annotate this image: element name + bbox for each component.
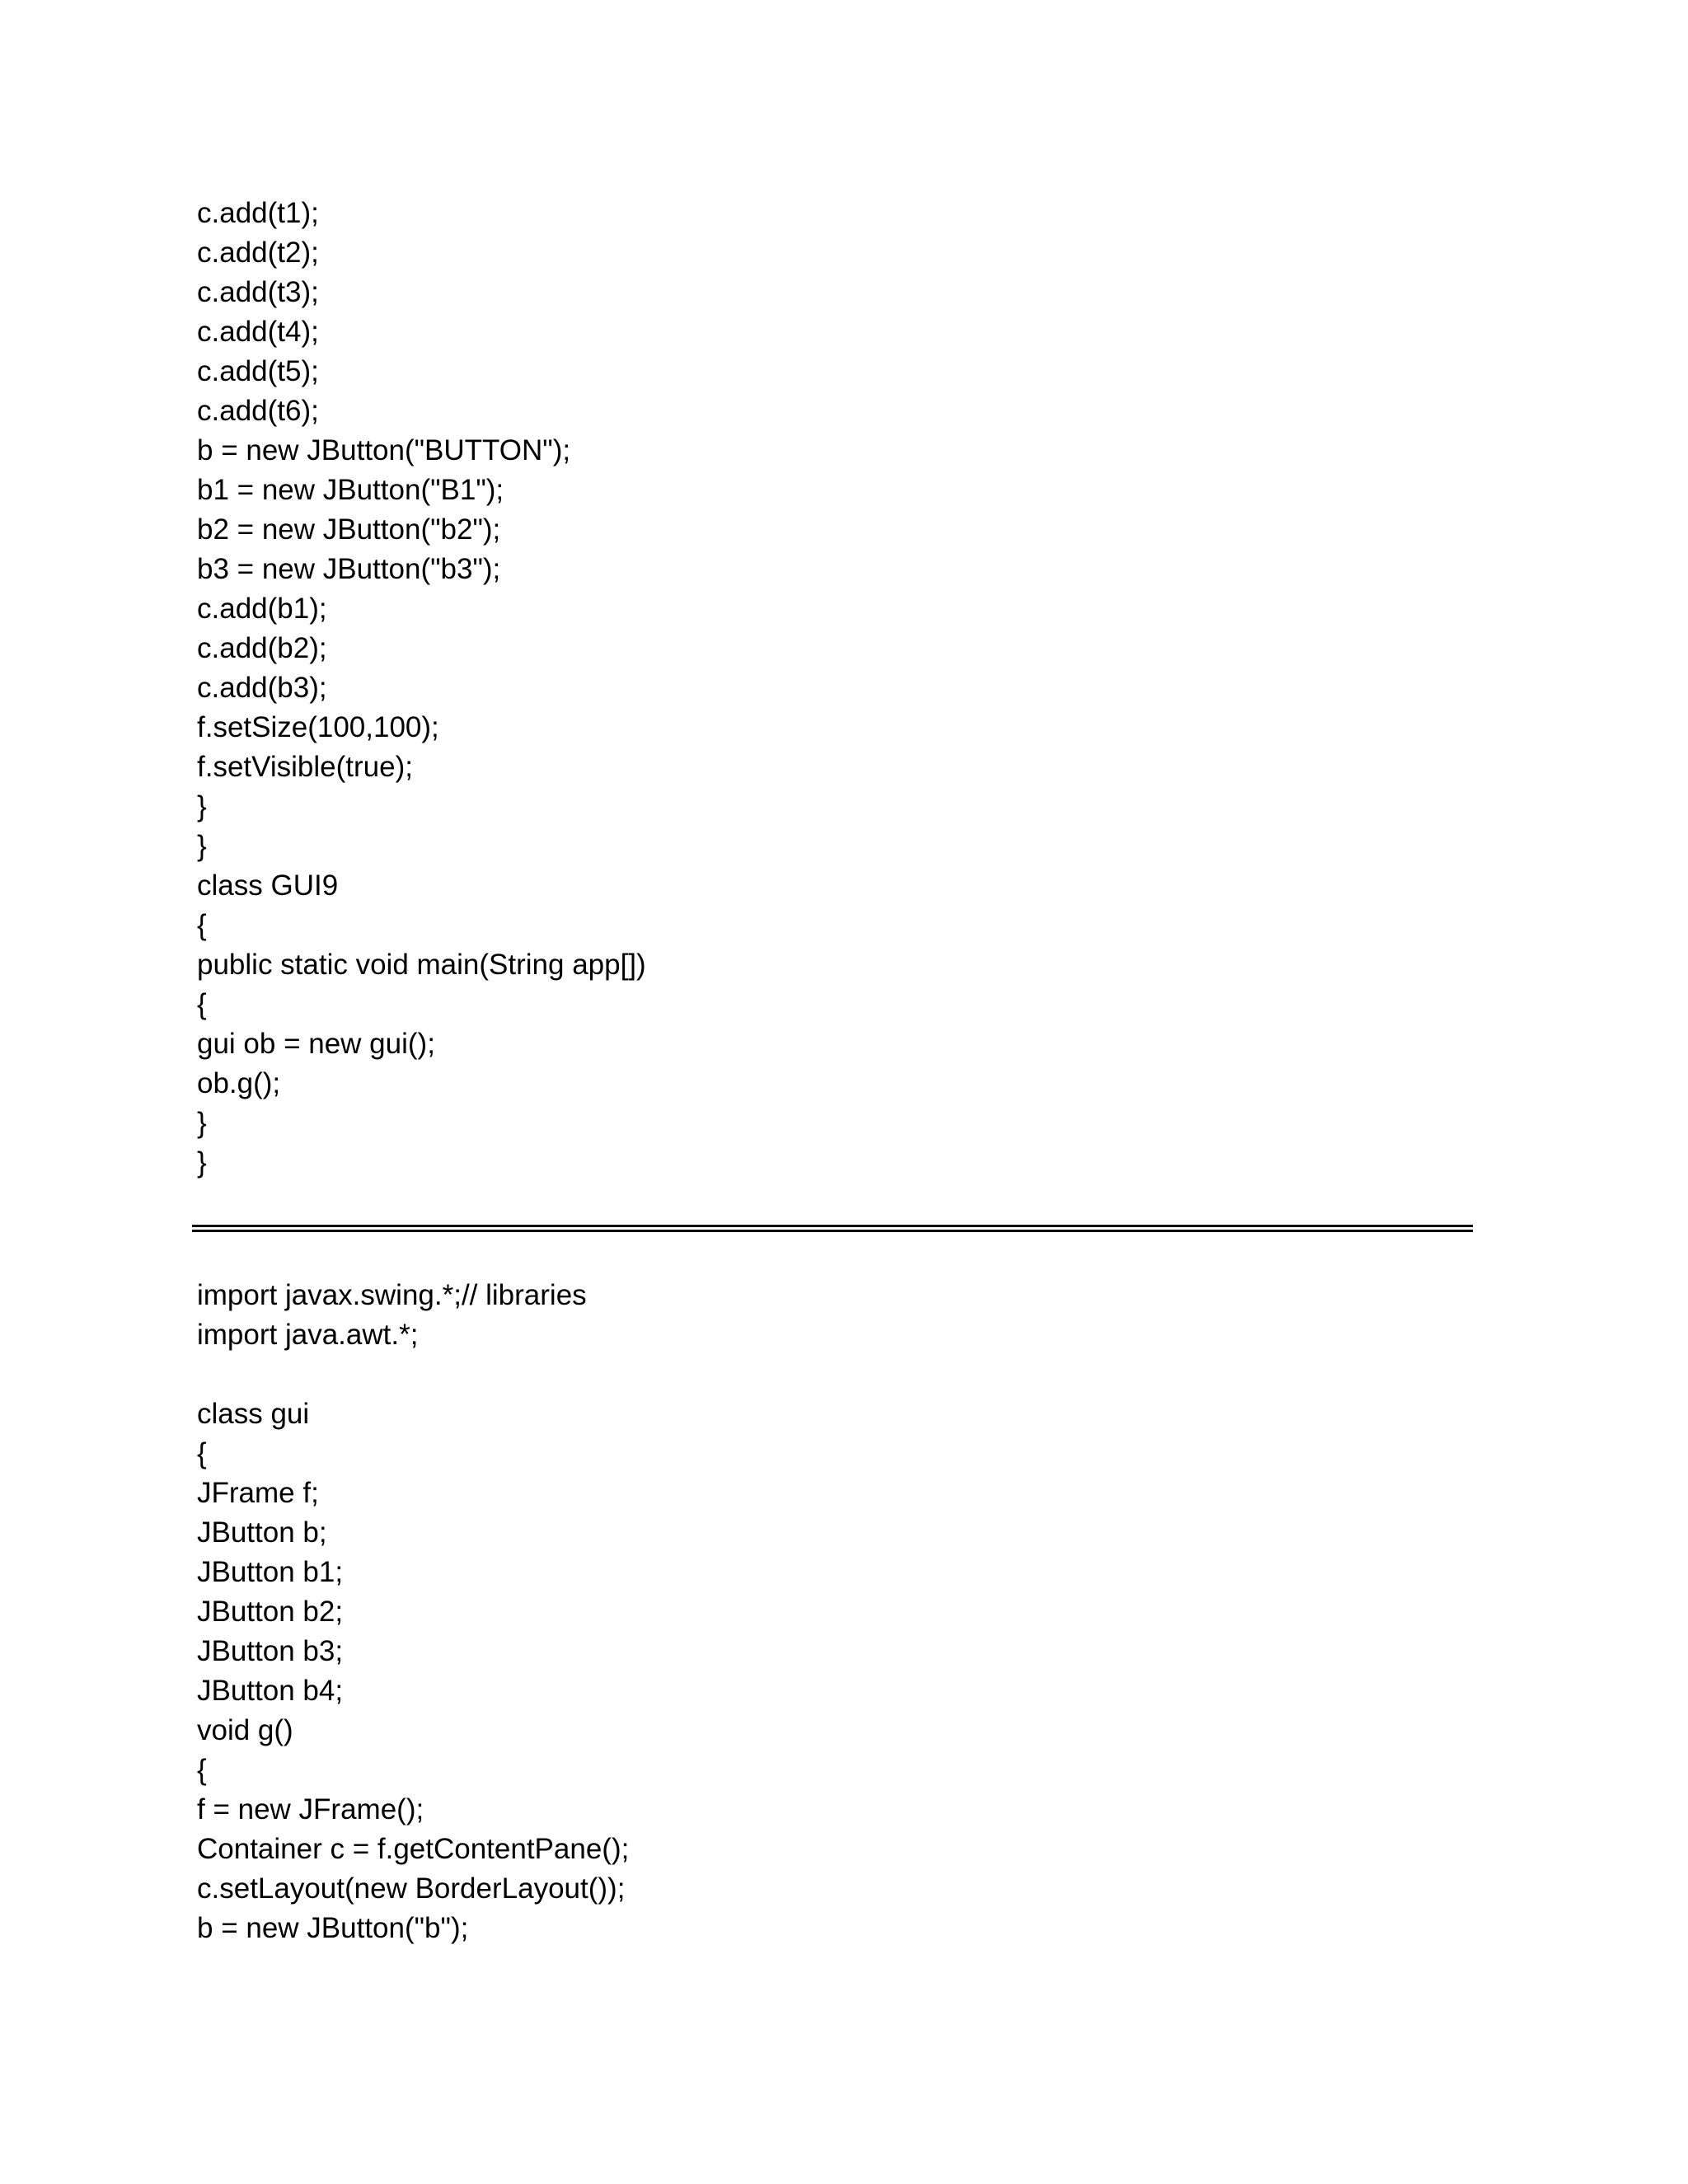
code-line: public static void main(String app[]) xyxy=(197,949,646,981)
code-line: c.add(t6); xyxy=(197,395,319,427)
code-line: c.add(t2); xyxy=(197,237,319,269)
code-line: JButton b3; xyxy=(197,1635,344,1667)
code-line: f.setVisible(true); xyxy=(197,751,413,783)
code-line: b1 = new JButton("B1"); xyxy=(197,474,504,506)
code-line: c.add(t3); xyxy=(197,276,319,308)
divider-line xyxy=(192,1230,1473,1232)
code-line: class GUI9 xyxy=(197,869,339,902)
code-line: c.add(t5); xyxy=(197,355,319,387)
code-line: ob.g(); xyxy=(197,1067,281,1099)
code-line: } xyxy=(197,790,207,823)
double-rule-divider xyxy=(192,1225,1473,1232)
code-line: import java.awt.*; xyxy=(197,1319,419,1351)
code-line: c.add(b3); xyxy=(197,672,327,704)
code-line: b3 = new JButton("b3"); xyxy=(197,553,501,585)
code-line: void g() xyxy=(197,1714,293,1746)
divider-line xyxy=(192,1225,1473,1227)
code-line: c.add(t1); xyxy=(197,197,319,229)
code-line: f = new JFrame(); xyxy=(197,1793,424,1825)
code-line: f.setSize(100,100); xyxy=(197,711,439,743)
code-line: JButton b2; xyxy=(197,1596,344,1628)
code-line: class gui xyxy=(197,1398,310,1430)
code-line: } xyxy=(197,1107,207,1139)
code-listing-bottom xyxy=(197,1276,629,1948)
code-line: b = new JButton("b"); xyxy=(197,1912,469,1944)
code-line: Container c = f.getContentPane(); xyxy=(197,1833,630,1865)
code-line: JFrame f; xyxy=(197,1477,319,1509)
code-line: c.add(b1); xyxy=(197,593,327,625)
code-line: c.add(b2); xyxy=(197,632,327,664)
code-line: import javax.swing.*;// libraries xyxy=(197,1279,587,1311)
code-line: b2 = new JButton("b2"); xyxy=(197,513,501,546)
code-line: JButton b; xyxy=(197,1516,327,1549)
code-line: gui ob = new gui(); xyxy=(197,1028,435,1060)
code-line: c.setLayout(new BorderLayout()); xyxy=(197,1872,626,1905)
code-line: { xyxy=(197,1437,207,1469)
blank-line xyxy=(197,1355,629,1394)
code-line: } xyxy=(197,1146,207,1179)
code-line: b = new JButton("BUTTON"); xyxy=(197,434,571,466)
code-line: { xyxy=(197,1754,207,1786)
code-line: JButton b4; xyxy=(197,1675,344,1707)
code-line: { xyxy=(197,988,207,1020)
code-listing-top xyxy=(197,194,646,1183)
code-line: { xyxy=(197,909,207,941)
code-line: c.add(t4); xyxy=(197,316,319,348)
code-line: } xyxy=(197,830,207,862)
code-line: JButton b1; xyxy=(197,1556,344,1588)
